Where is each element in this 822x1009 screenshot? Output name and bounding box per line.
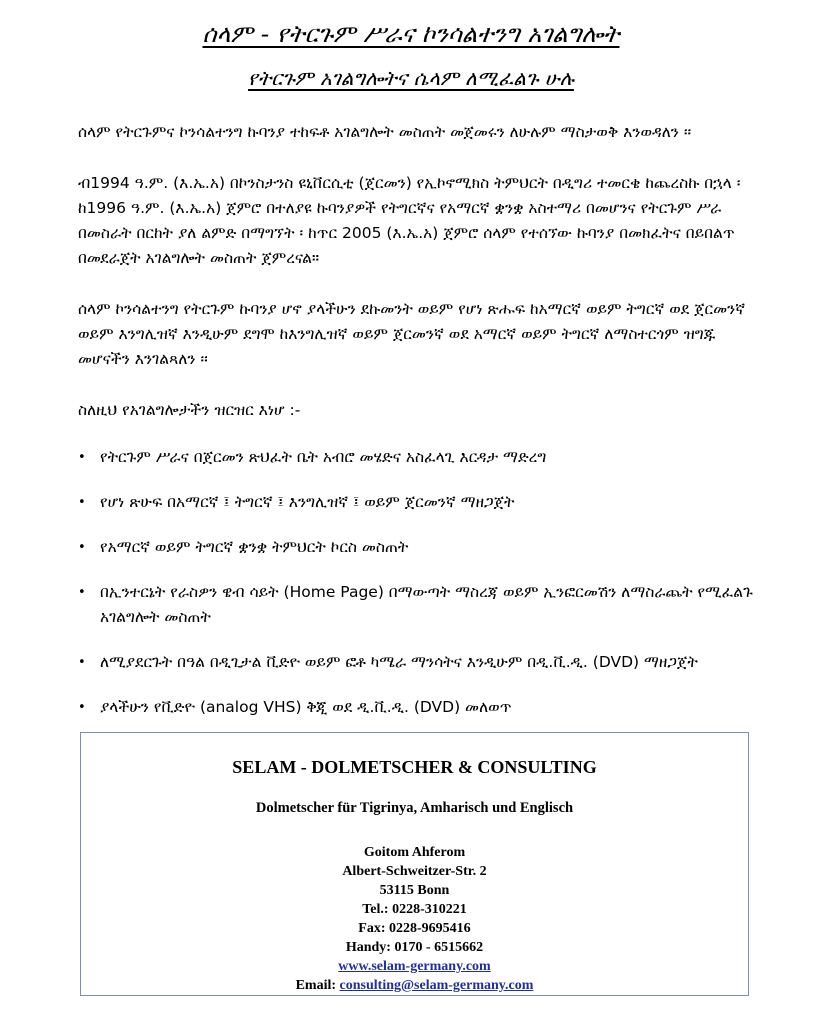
page-subtitle-text: የትርጉም አገልግሎትና ሴላም ለሚፈልጉ ሁሉ — [248, 66, 574, 90]
email-link[interactable]: consulting@selam-germany.com — [339, 978, 534, 993]
contact-fax: Fax: 0228-9695416 — [358, 921, 471, 936]
background-paragraph: ብ1994 ዓ.ም. (እ.ኤ.አ) በኮንስታንስ ዩኒቨርሲቲ (ጀርመን) የኢኮኖሚክስ ትምህርት በዲግሪ ተመርቄ ከጨረስኩ በኋላ ፡ ከ1996 ዓ.ም. (እ.ኤ.አ) ጀምሮ በተለያዩ ኩባንያዎች የትግርኛና የአማርኛ ቋንቋ አስተማሪ በመሆንና የትርጉም ሥራ በመስራት በርከት ያለ ልምድ በማግኘት ፡ ከጥር 2005 (እ.ኤ.አ) ጀምሮ ሰላም የተሰኘው ኩባንያ በመክፈትና በይበልጥ በመደራጀት አገልግሎት መስጠት ጀምረናል። — [78, 174, 741, 267]
list-item: • የሆነ ጽሁፍ በአማርኛ ፤ ትግርኛ ፤ እንግሊዝኛ ፤ ወይም ጀርመንኛ ማዘጋጀት — [78, 490, 768, 515]
list-item: • በኢንተርኔት የራስዎን ዌብ ሳይት (Home Page) በማውጣት ማስረጃ ወይም ኢንፎርመሽን ለማስራጨት የሚፈልጉ አገልግሎት መስጠት — [78, 580, 768, 630]
page-title-text: ሰላም - የትርጉም ሥራና ኮንሳልተንግ አገልግሎት — [202, 20, 620, 48]
list-item: • ያላችሁን የቪድዮ (analog VHS) ቅጂ ወደ ዲ.ቪ.ዲ. (DVD) መለወጥ — [78, 695, 768, 720]
list-item: • የትርጉም ሥራና በጀርመን ጽህፈት ቤት አብሮ መሄድና አስፈላጊ እርዳታ ማድረግ — [78, 445, 768, 470]
contact-name: Goitom Ahferom — [363, 845, 466, 860]
email-line — [81, 976, 748, 995]
contact-street: Albert-Schweitzer-Str. 2 — [342, 864, 487, 879]
list-item: • የአማርኛ ወይም ትግርኛ ቋንቋ ትምህርት ኮርስ መስጠት — [78, 535, 768, 560]
list-item: • ለሚያደርጉት በዓል በዲጊታል ቪድዮ ወይም ፎቶ ካሜራ ማንሳትና እንዲሁም በዲ.ቪ.ዲ. (DVD) ማዘጋጀት — [78, 650, 768, 675]
document-body — [78, 120, 768, 740]
services-intro: ስለዚህ የአገልግሎታችን ዝርዝር እነሆ :- — [78, 401, 301, 419]
services-list — [78, 445, 768, 720]
address-block — [81, 843, 748, 995]
contact-tel: Tel.: 0228-310221 — [362, 902, 467, 917]
services-line: Dolmetscher für Tigrinya, Amharisch und Englisch — [255, 800, 574, 816]
website-link[interactable]: www.selam-germany.com — [338, 959, 491, 974]
email-label: Email: — [295, 978, 337, 993]
translation-paragraph: ሰላም ኮንሳልተንግ የትርጉም ኩባንያ ሆኖ ያላችሁን ደኩመንት ወይም የሆነ ጽሑፍ ከአማርኛ ወይም ትግርኛ ወደ ጀርመንኛ ወይም እንግሊዝኛ እንዲሁም ደግሞ ከእንግሊዝኛ ወይም ጀርመንኛ ወደ አማርኛ ወይም ትግርኛ ለማስተርጎም ዝግጁ መሆናችን እንገልጻለን ፡፡ — [78, 300, 746, 368]
company-name: SELAM - DOLMETSCHER & CONSULTING — [232, 757, 597, 777]
contact-box — [80, 732, 749, 996]
intro-paragraph: ሰላም የትርጉምና ኮንሳልተንግ ኩባንያ ተከፍቶ አገልግሎት መስጠት መጀመሩን ለሁሉም ማስታወቅ እንወዳለን ፡፡ — [78, 123, 692, 141]
contact-handy: Handy: 0170 - 6515662 — [345, 940, 484, 955]
page-title — [0, 20, 822, 48]
page-subtitle — [0, 66, 822, 90]
contact-city: 53115 Bonn — [379, 883, 450, 898]
